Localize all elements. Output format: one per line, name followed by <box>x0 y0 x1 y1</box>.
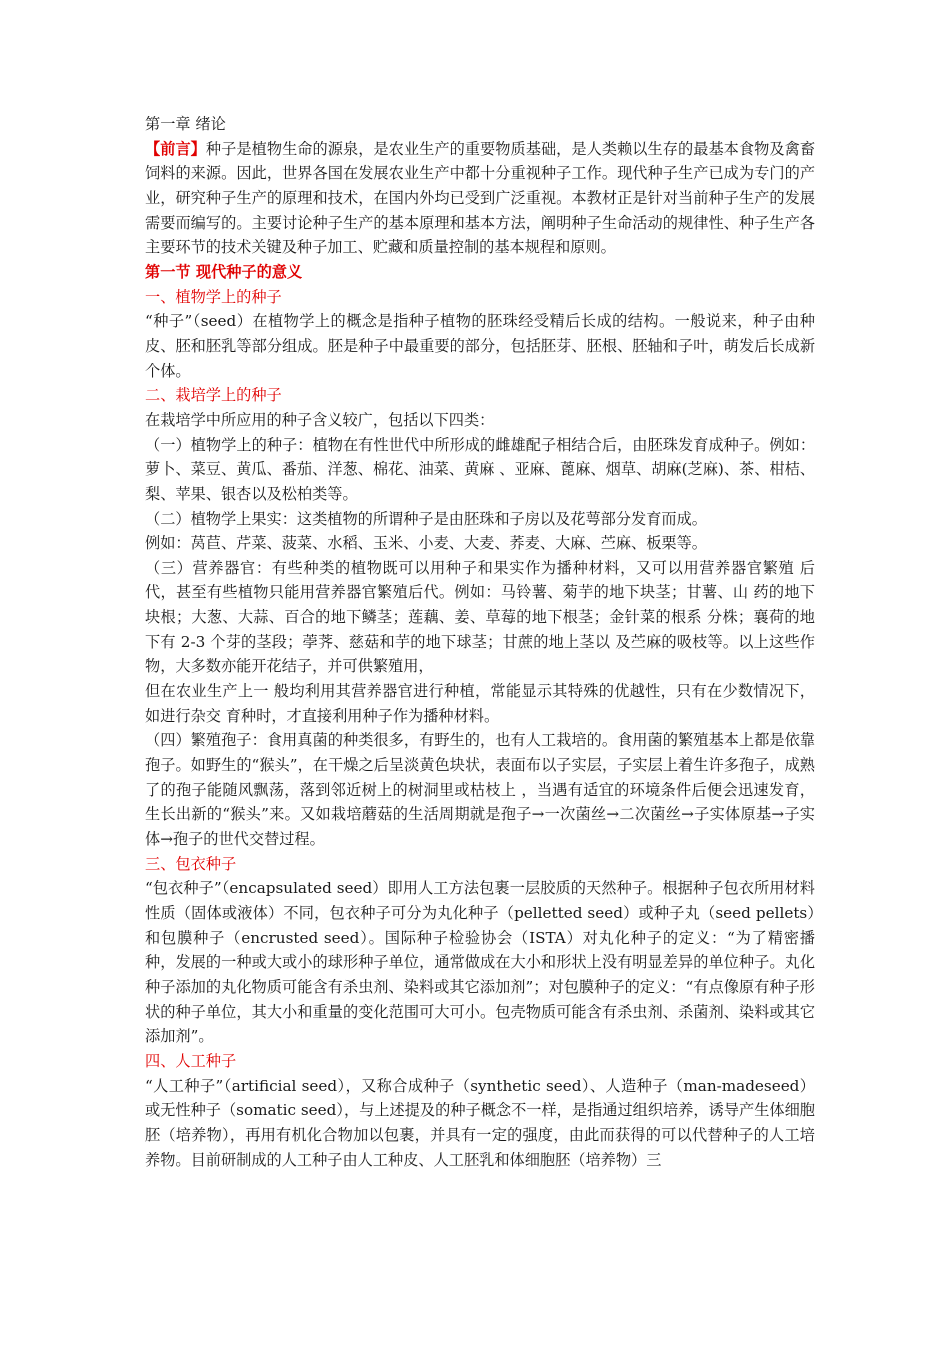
paragraph-item-1: （一）植物学上的种子：植物在有性世代中所形成的雌雄配子相结合后，由胚珠发育成种子。例如：萝卜、菜豆、黄瓜、番茄、洋葱、棉花、油菜、黄麻 、亚麻、蓖麻、烟草、胡麻(芝麻)、茶、柑桔、梨、苹果、银杏以及松柏类等。 <box>145 435 815 503</box>
document-page <box>145 112 815 1172</box>
subsection-heading-3: 三、包衣种子 <box>145 854 237 873</box>
preface-label: 【前言】 <box>145 139 206 158</box>
paragraph-item-4: （四）繁殖孢子：食用真菌的种类很多，有野生的，也有人工栽培的。食用菌的繁殖基本上都是依靠孢子。如野生的“猴头”，在干燥之后呈淡黄色块状，表面布以子实层，子实层上着生许多孢子，成熟了的孢子能随风飘荡，落到邻近树上的树洞里或枯枝上 ，当遇有适宜的环境条件后便会迅速发育，生长出新的“猴头”来。又如栽培蘑菇的生活周期就是孢子→一次菌丝→二次菌丝→子实体原基→子实体→孢子的世代交替过程。 <box>145 731 815 849</box>
paragraph-artificial-seed: “人工种子”（artificial seed），又称合成种子（synthetic seed）、人造种子（man-madeseed）或无性种子（somatic seed），与上述提及的种子概念不一样，是指通过组织培养，诱导产生体细胞胚（培养物），再用有机化合物加以包裹，并具有一定的强度，由此而获得的可以代替种子的人工培养物。目前研制成的人工种子由人工种皮、人工胚乳和体细胞胚（培养物）三 <box>145 1076 815 1169</box>
paragraph-cultivation-intro: 在栽培学中所应用的种子含义较广，包括以下四类： <box>145 410 495 429</box>
subsection-heading-2: 二、栽培学上的种子 <box>145 386 282 405</box>
preface-text: 种子是植物生命的源泉，是农业生产的重要物质基础，是人类赖以生存的最基本食物及禽畜饲料的来源。因此，世界各国在发展农业生产中都十分重视种子工作。现代种子生产已成为专门的产业，研究种子生产的原理和技术，在国内外均已受到广泛重视。本教材正是针对当前种子生产的发展需要而编写的。主要讨论种子生产的基本原理和基本方法，阐明种子生命活动的规律性、种子生产各主要环节的技术关键及种子加工、贮藏和质量控制的基本规程和原则。 <box>145 139 816 257</box>
paragraph-item-3b: 但在农业生产上一 般均利用其营养器官进行种植，常能显示其特殊的优越性，只有在少数情况下，如进行杂交 育种时，才直接利用种子作为播种材料。 <box>145 682 815 725</box>
paragraph-item-2-example: 例如：莴苣、芹菜、菠菜、水稻、玉米、小麦、大麦、荞麦、大麻、苎麻、板栗等。 <box>145 534 707 553</box>
paragraph-botanical-seed: “种子”（seed）在植物学上的概念是指种子植物的胚珠经受精后长成的结构。一般说来，种子由种皮、胚和胚乳等部分组成。胚是种子中最重要的部分，包括胚芽、胚根、胚轴和子叶，萌发后长成新个体。 <box>145 312 815 380</box>
paragraph-item-3a: （三）营养器官：有些种类的植物既可以用种子和果实作为播种材料，又可以用营养器官繁殖 后代，甚至有些植物只能用营养器官繁殖后代。例如：马铃薯、菊芋的地下块茎；甘薯、山 药的地下块根；大葱、大蒜、百合的地下鳞茎；莲藕、姜、草莓的地下根茎；金针菜的根系 分株；襄荷的地下有 2-3 个芽的茎段；荸荠、慈菇和芋的地下球茎；甘蔗的地上茎以 及苎麻的吸枝等。以上这些作物，大多数亦能开花结子，并可供繁殖用， <box>145 558 815 676</box>
section-title: 第一节 现代种子的意义 <box>145 262 303 281</box>
paragraph-item-2: （二）植物学上果实：这类植物的所谓种子是由胚珠和子房以及花萼部分发育而成。 <box>145 509 707 528</box>
paragraph-coated-seed: “包衣种子”（encapsulated seed）即用人工方法包裹一层胶质的天然种子。根据种子包衣所用材料性质（固体或液体）不同，包衣种子可分为丸化种子（pelletted seed）或种子丸（seed pellets）和包膜种子（encrusted seed）。国际种子检验协会（ISTA）对丸化种子的定义：“为了精密播种，发展的一种或大或小的球形种子单位，通常做成在大小和形状上没有明显差异的单位种子。丸化种子添加的丸化物质可能含有杀虫剂、染料或其它添加剂”；对包膜种子的定义：“有点像原有种子形状的种子单位，其大小和重量的变化范围可大可小。包壳物质可能含有杀虫剂、杀菌剂、染料或其它添加剂”。 <box>145 879 815 1046</box>
subsection-heading-1: 一、植物学上的种子 <box>145 287 282 306</box>
subsection-heading-4: 四、人工种子 <box>145 1051 237 1070</box>
chapter-title: 第一章 绪论 <box>145 115 226 133</box>
preface-paragraph <box>145 137 815 260</box>
